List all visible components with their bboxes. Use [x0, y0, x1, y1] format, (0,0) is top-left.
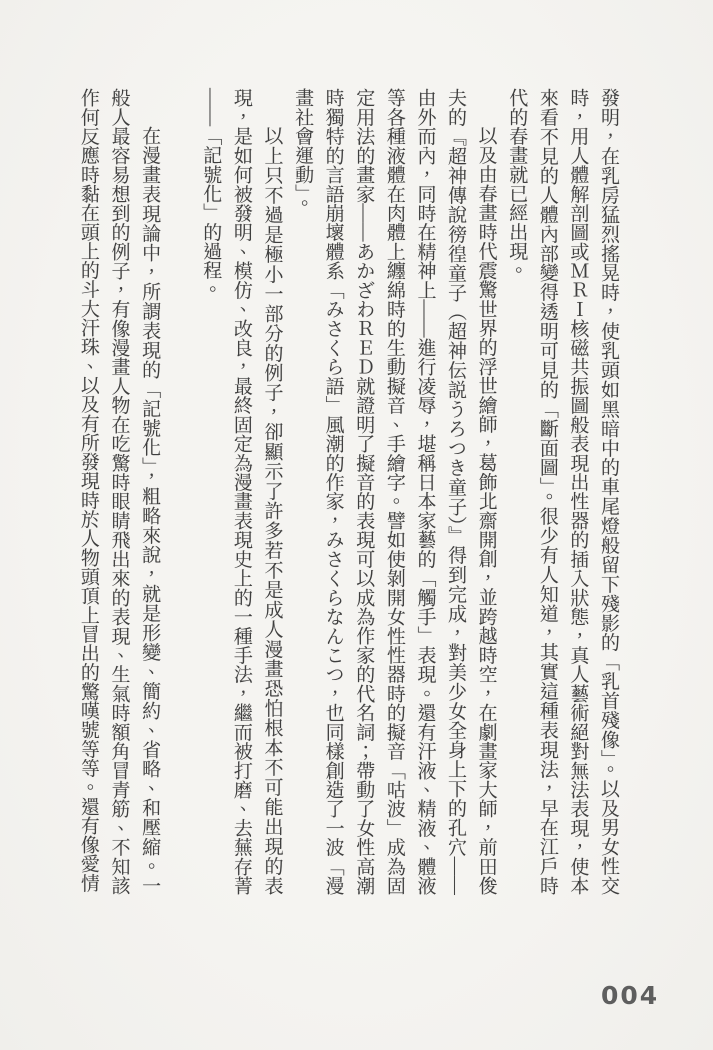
paragraph-1: 發明，在乳房猛烈搖晃時，使乳頭如黑暗中的車尾燈般留下殘影的「乳首殘像」。以及男女性交時，用人體解剖圖或ＭＲＩ核磁共振圖般表現出性器的插入狀態，真人藝術絕對無法表現，使本來看不見的人體內部變得透明可見的「斷面圖」。很少有人知道，其實這種表現法，早在江戶時代的春畫就已經出現。 [506, 88, 619, 895]
paragraph-4: 在漫畫表現論中，所謂表現的「記號化」，粗略來說，就是形變、簡約、省略、和壓縮。一般人最容易想到的例子，有像漫畫人物在吃驚時眼睛飛出來的表現、生氣時額角冒青筋、不知該作何反應時黏在頭上的斗大汗珠、以及有所發現時於人物頭頂上冒出的驚嘆號等等。還有像愛情 [77, 88, 161, 895]
vertical-text-block [71, 88, 623, 895]
paragraph-3: 以上只不過是極小一部分的例子，卻顯示了許多若不是成人漫畫恐怕根本不可能出現的表現，是如何被發明、模仿、改良，最終固定為漫畫表現史上的一種手法，繼而被打磨、去蕪存菁——「記號化」的過程。 [200, 88, 283, 895]
paragraph-2: 以及由春畫時代震驚世界的浮世繪師，葛飾北齋開創，並跨越時空，在劇畫家大師，前田俊夫的『超神傳說徬徨童子（超神伝説うろつき童子）』得到完成，對美少女全身上下的孔穴——由外而內，同時在精神上——進行凌辱，堪稱日本家藝的「觸手」表現。還有汗液、精液、體液等各種液體在肉體上纏綿時的生動擬音、手繪字。譬如使剝開女性性器時的擬音「咕波」成為固定用法的畫家——あかざわＲＥＤ就證明了擬音的表現可以成為作家的代名詞；帶動了女性高潮時獨特的言語崩壞體系「みさくら語」風潮的作家，みさくらなんこつ，也同樣創造了一波「漫畫社會運動」。 [292, 88, 497, 895]
page-number: 004 [601, 981, 660, 1010]
